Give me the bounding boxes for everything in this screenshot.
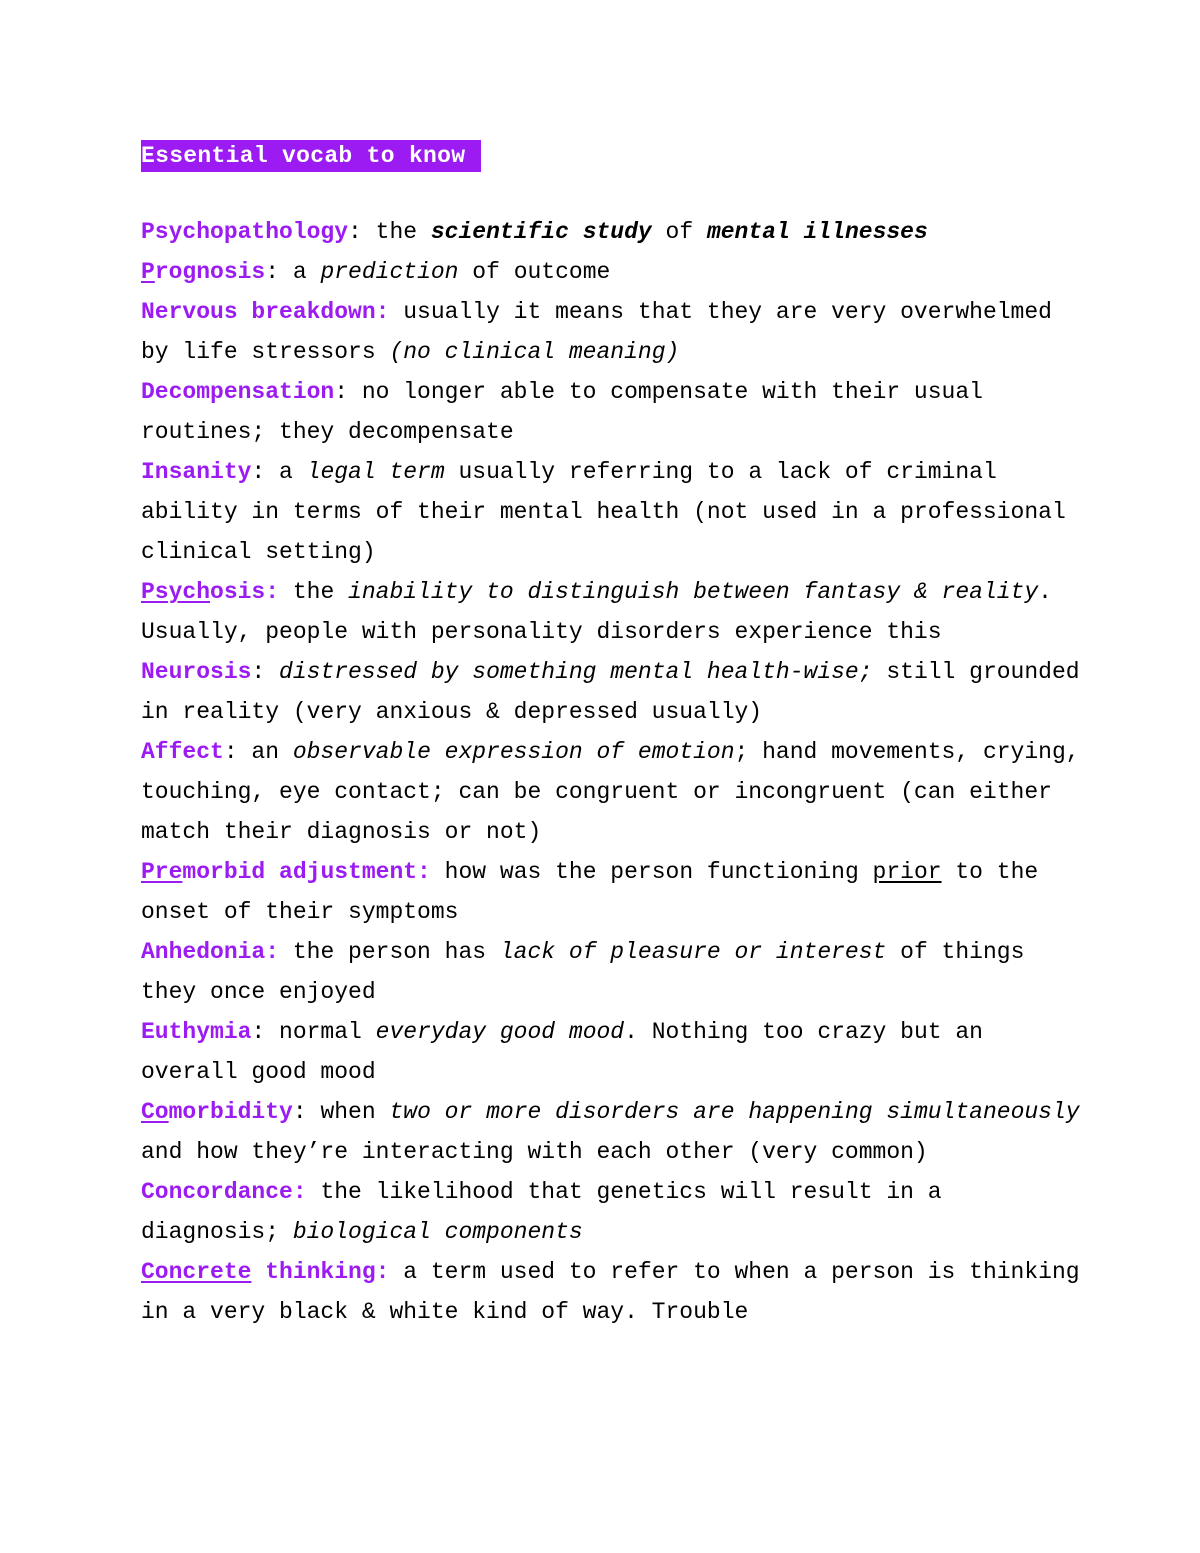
vocab-term: Concordance: [141,1179,307,1205]
vocab-term: morbid adjustment: [182,859,431,885]
vocab-definition-text: of outcome [458,259,611,285]
vocab-entry [141,652,1081,732]
vocab-entry [141,1012,1081,1092]
vocab-list [141,212,1081,1332]
vocab-term: Euthymia [141,1019,252,1045]
vocab-definition-text: a term used to refer to when a person is thinking in a very black & white kind of way. Trouble [141,1259,1080,1325]
vocab-term: Nervous breakdown [141,299,376,325]
vocab-definition-text: usually referring to a lack of criminal ability in terms of their mental health (not used in a professional clinical setting) [141,459,1066,565]
vocab-entry [141,1252,1081,1332]
vocab-definition-text: inability to distinguish between fantasy & reality [348,579,1039,605]
vocab-definition-text: (no clinical meaning) [389,339,680,365]
vocab-definition-text: how was the person functioning [430,859,873,885]
vocab-entry [141,1092,1081,1172]
vocab-definition-text: usually it means that they are very overwhelmed by life stressors [141,299,1052,365]
vocab-entry [141,252,1081,292]
vocab-term: Co [141,1099,169,1125]
vocab-definition-text: lack of pleasure or interest [499,939,887,965]
vocab-entry [141,852,1081,932]
vocab-entry [141,932,1081,1012]
vocab-term: Affect [141,739,224,765]
vocab-entry [141,452,1081,572]
vocab-definition-text: prior [872,859,942,885]
vocab-entry [141,572,1081,652]
vocab-definition-text: the [279,579,349,605]
vocab-entry [141,212,1081,252]
vocab-definition-text: the person has [279,939,500,965]
section-heading: Essential vocab to know [141,140,481,172]
vocab-definition-text: mental illnesses [706,219,928,245]
vocab-definition-text: two or more disorders are happening simultaneously [389,1099,1080,1125]
vocab-term: thinking: [251,1259,390,1285]
vocab-definition-text: of [651,219,707,245]
vocab-term: osis: [210,579,280,605]
vocab-definition-text: . Usually, people with personality disorders experience this [141,579,1052,645]
vocab-definition-text: : an [223,739,293,765]
vocab-entry [141,372,1081,452]
vocab-term: Concrete [141,1259,252,1285]
vocab-definition-text: and how they’re interacting with each other (very common) [141,1139,928,1165]
vocab-term: : [375,299,404,325]
vocab-entry [141,292,1081,372]
vocab-definition-text: ; hand movements, crying, touching, eye contact; can be congruent or incongruent (can either match their diagnosis or not) [141,739,1080,845]
vocab-definition-text: still grounded in reality (very anxious & depressed usually) [141,659,1080,725]
vocab-term: rognosis [154,259,266,285]
vocab-entry [141,1172,1081,1252]
vocab-definition-text: : [251,659,280,685]
document-page [141,140,1081,1332]
vocab-definition-text: the likelihood that genetics will result in a diagnosis; [141,1179,942,1245]
vocab-definition-text: : a [265,259,321,285]
vocab-definition-text: observable expression of emotion [292,739,735,765]
vocab-definition-text: scientific study [430,219,652,245]
vocab-term: Anhedonia: [141,939,280,965]
vocab-definition-text: legal term [306,459,445,485]
vocab-term: Psych [141,579,211,605]
vocab-term: morbidity [168,1099,293,1125]
vocab-definition-text: : when [292,1099,390,1125]
vocab-definition-text: : no longer able to compensate with their usual routines; they decompensate [141,379,983,445]
vocab-definition-text: : a [251,459,307,485]
vocab-term: P [141,259,155,285]
vocab-definition-text: . Nothing too crazy but an overall good mood [141,1019,983,1085]
vocab-term: Insanity [141,459,252,485]
vocab-definition-text: everyday good mood [375,1019,625,1045]
vocab-definition-text: biological components [292,1219,583,1245]
vocab-term: Neurosis [141,659,252,685]
vocab-term: Psychopathology [141,219,349,245]
vocab-definition-text: of things they once enjoyed [141,939,1025,1005]
vocab-definition-text: to the onset of their symptoms [141,859,1039,925]
vocab-term: Pre [141,859,183,885]
vocab-definition-text: : normal [251,1019,376,1045]
vocab-definition-text: : the [348,219,431,245]
vocab-definition-text: distressed by something mental health-wise; [279,659,873,685]
vocab-term: Decompensation [141,379,335,405]
vocab-entry [141,732,1081,852]
vocab-definition-text: prediction [320,259,459,285]
